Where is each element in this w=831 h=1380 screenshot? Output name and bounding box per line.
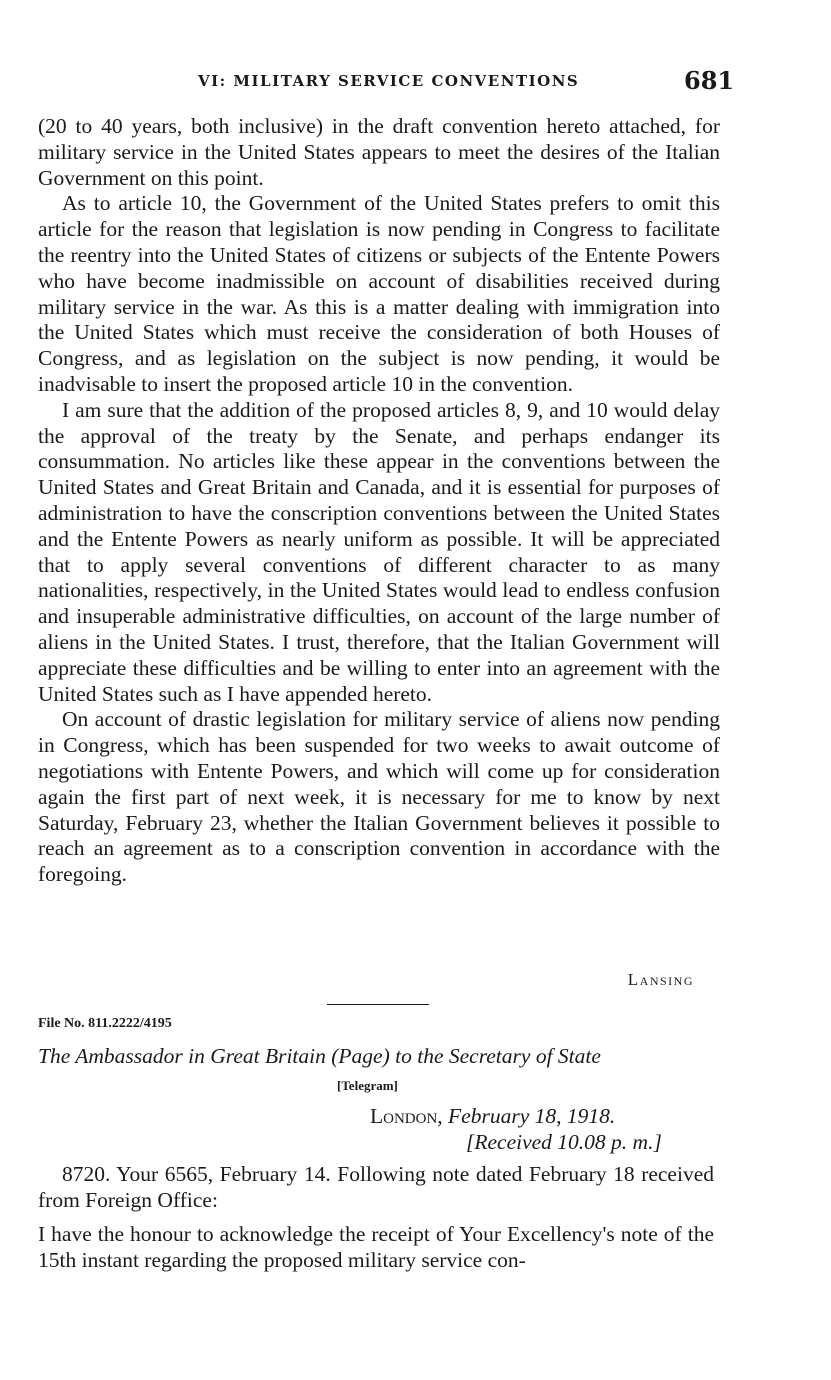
telegram-message [38, 1162, 714, 1214]
quoted-paragraph: I have the honour to acknowledge the receipt of Your Excellency's note of the 15th instant regarding the proposed military service con- [38, 1222, 714, 1272]
body-text [38, 114, 720, 888]
message-paragraph: 8720. Your 6565, February 14. Following note dated February 18 received from Foreign Office: [38, 1162, 714, 1212]
dateline [370, 1104, 615, 1129]
running-head: VI: MILITARY SERVICE CONVENTIONS [198, 72, 580, 90]
dateline-place: London, [370, 1104, 443, 1128]
dateline-date: February 18, 1918. [448, 1104, 616, 1128]
document-title: The Ambassador in Great Britain (Page) to the Secretary of State [38, 1044, 601, 1068]
section-divider [327, 1004, 429, 1005]
paragraph-3: I am sure that the addition of the proposed articles 8, 9, and 10 would delay the approval of the treaty by the Senate, and perhaps endanger its consummation. No articles like these appear in the conventions between the United States and Great Britain and Canada, and it is essential for purposes of administration to have the conscription conventions between the United States and the Entente Powers as nearly uniform as possible. It will be appreciated that to apply several conventions of different character to as many nationalities, respectively, in the United States would lead to endless confusion and insuperable administrative difficulties, on account of the large number of aliens in the United States. I trust, therefore, that the Italian Government will appreciate these difficulties and be willing to enter into an agreement with the United States such as I have appended hereto. [38, 397, 720, 706]
quoted-note [38, 1222, 714, 1274]
paragraph-1: (20 to 40 years, both inclusive) in the draft convention hereto attached, for military service in the United States appears to meet the desires of the Italian Government on this point. [38, 114, 720, 190]
received-note: [Received 10.08 p. m.] [466, 1130, 662, 1154]
page-header [38, 66, 735, 96]
paragraph-2: As to article 10, the Government of the United States prefers to omit this article for the reason that legislation is now pending in Congress to facilitate the reentry into the United States of citizens or subjects of the Entente Powers who have become inadmissible on account of disabilities received during military service in the war. As this is a matter dealing with immigration into the United States which must receive the consideration of both Houses of Congress, and as legislation on the subject is now pending, it would be inadvisable to insert the proposed article 10 in the convention. [38, 191, 720, 396]
paragraph-4: On account of drastic legislation for military service of aliens now pending in Congress, which has been suspended for two weeks to await outcome of negotiations with Entente Powers, and which will come up for consideration again the first part of next week, it is necessary for me to know by next Saturday, February 23, whether the Italian Government believes it possible to reach an agreement as to a conscription convention in accordance with the foregoing. [38, 707, 720, 887]
page-number: 681 [684, 66, 735, 95]
file-number: File No. 811.2222/4195 [38, 1016, 172, 1031]
document-type-label: [Telegram] [337, 1078, 398, 1093]
signature: Lansing [627, 970, 694, 989]
